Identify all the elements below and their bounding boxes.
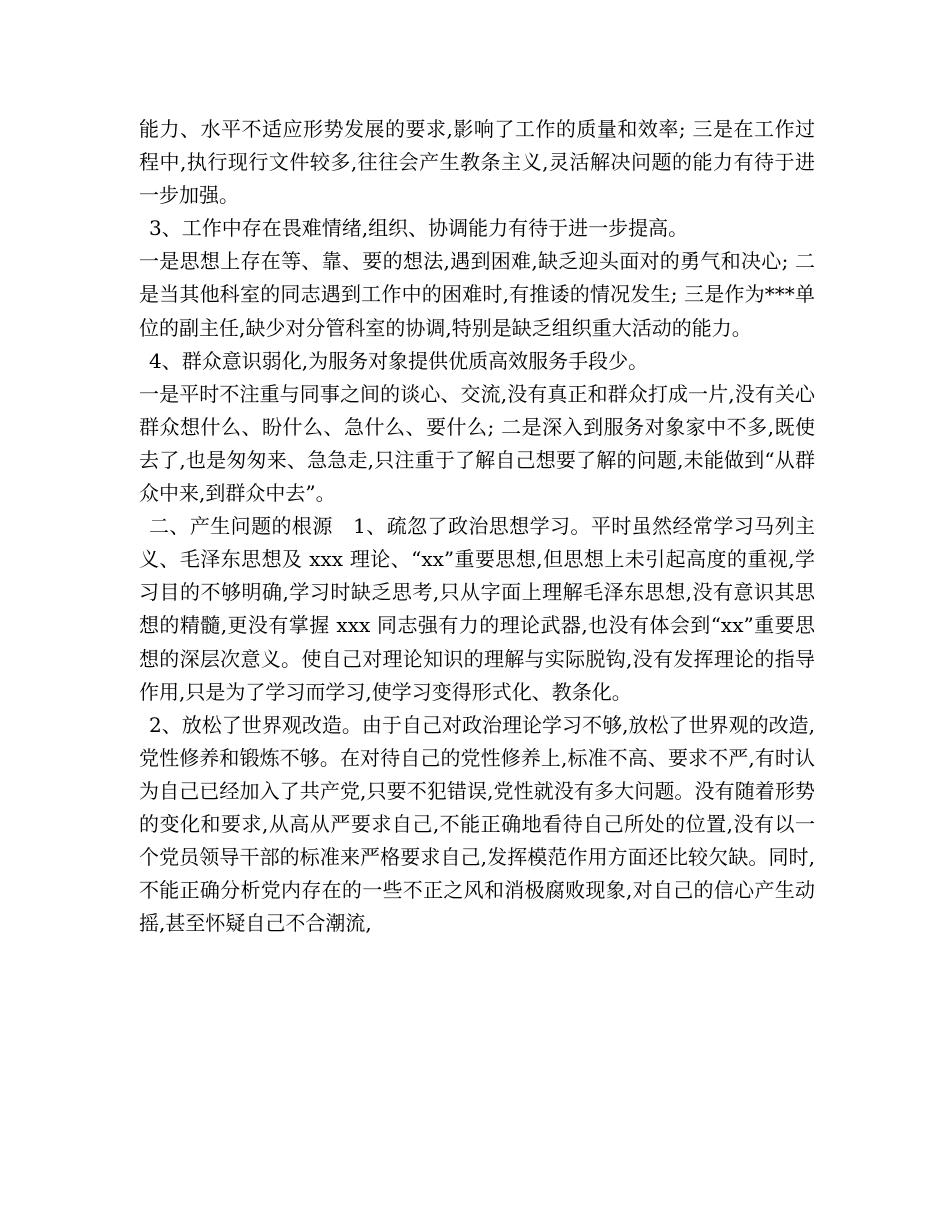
paragraph-continuation: 能力、水平不适应形势发展的要求,影响了工作的质量和效率; 三是在工作过程中,执行现行文件较多,往往会产生教条主义,灵活解决问题的能力有待于进一步加强。	[139, 117, 815, 208]
paragraph-body-3: 一是思想上存在等、靠、要的想法,遇到困难,缺乏迎头面对的勇气和决心; 二是当其他科室的同志遇到工作中的困难时,有推诿的情况发生; 三是作为***单位的副主任,缺少对分管科室的协调,特别是缺乏组织重大活动的能力。	[139, 249, 815, 340]
document-page	[139, 113, 815, 940]
paragraph-worldview: 2、放松了世界观改造。由于自己对政治理论学习不够,放松了世界观的改造,党性修养和锻炼不够。在对待自己的党性修养上,标准不高、要求不严,有时认为自己已经加入了共产党,只要不犯错误,党性就没有多大问题。没有随着形势的变化和要求,从高从严要求自己,不能正确地看待自己所处的位置,没有以一个党员领导干部的标准来严格要求自己,发挥模范作用方面还比较欠缺。同时,不能正确分析党内存在的一些不正之风和消极腐败现象,对自己的信心产生动摇,甚至怀疑自己不合潮流,	[139, 712, 815, 936]
paragraph-root-causes: 二、产生问题的根源 1、疏忽了政治思想学习。平时虽然经常学习马列主义、毛泽东思想及 xxx 理论、“xx”重要思想,但思想上未引起高度的重视,学习目的不够明确,学习时缺乏思考,只从字面上理解毛泽东思想,没有意识其思想的精髓,更没有掌握 xxx 同志强有力的理论武器,也没有体会到“xx”重要思想的深层次意义。使自己对理论知识的理解与实际脱钩,没有发挥理论的指导作用,只是为了学习而学习,使学习变得形式化、教条化。	[139, 514, 815, 704]
paragraph-heading-3: 3、工作中存在畏难情绪,组织、协调能力有待于进一步提高。	[149, 216, 689, 241]
paragraph-heading-4: 4、群众意识弱化,为服务对象提供优质高效服务手段少。	[149, 348, 649, 373]
paragraph-body-4: 一是平时不注重与同事之间的谈心、交流,没有真正和群众打成一片,没有关心群众想什么、盼什么、急什么、要什么; 二是深入到服务对象家中不多,既使去了,也是匆匆来、急急走,只注重于了解自己想要了解的问题,未能做到“从群众中来,到群众中去”。	[139, 381, 815, 506]
